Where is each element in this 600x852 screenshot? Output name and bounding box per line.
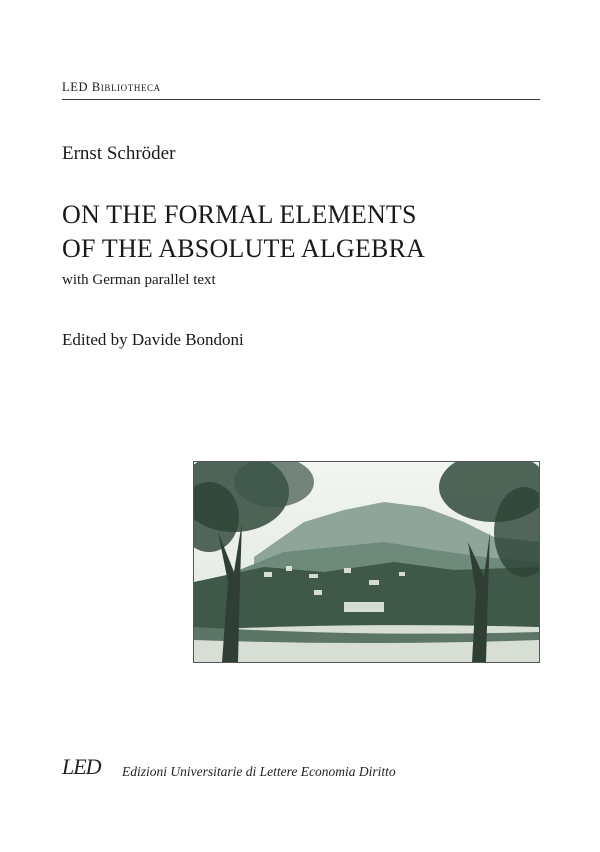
author-name: Ernst Schröder xyxy=(62,143,176,164)
cover-photo xyxy=(193,461,540,663)
landscape-illustration xyxy=(194,462,539,662)
publisher-logo: LED xyxy=(62,754,101,779)
book-title xyxy=(62,198,425,266)
publisher-name: Edizioni Universitarie di Lettere Economia Diritto xyxy=(122,764,396,779)
editor-credit: Edited by Davide Bondoni xyxy=(62,330,244,349)
book-subtitle: with German parallel text xyxy=(62,272,216,288)
title-line-2: OF THE ABSOLUTE ALGEBRA xyxy=(62,234,426,263)
series-name: LED Bibliotheca xyxy=(62,80,161,94)
title-line-1: ON THE FORMAL ELEMENTS xyxy=(62,200,417,229)
header-rule xyxy=(62,99,540,100)
